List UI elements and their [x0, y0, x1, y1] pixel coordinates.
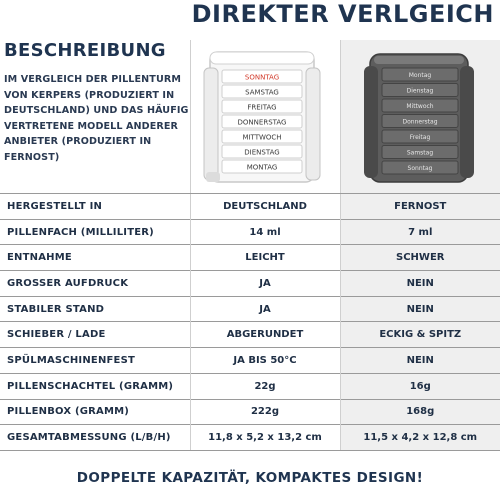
table-row: [0, 194, 500, 220]
row-label: GESAMTABMESSUNG (L/B/H): [0, 425, 190, 451]
competitor-value: 168g: [340, 399, 500, 425]
competitor-value: FERNOST: [340, 194, 500, 220]
kerpers-value: LEICHT: [190, 245, 340, 271]
white-drawer-label: MONTAG: [246, 163, 278, 172]
footer-slogan: DOPPELTE KAPAZITÄT, KOMPAKTES DESIGN!: [76, 470, 424, 486]
competitor-value: SCHWER: [340, 245, 500, 271]
white-drawer-label: SONNTAG: [244, 73, 280, 82]
row-label: ENTNAHME: [0, 245, 190, 271]
grey-drawer-label: Montag: [408, 72, 432, 79]
row-label: PILLENBOX (GRAMM): [0, 399, 190, 425]
grey-drawer-label: Dienstag: [406, 87, 434, 95]
table-row: [0, 219, 500, 245]
kerpers-value: 222g: [190, 399, 340, 425]
competitor-value: NEIN: [340, 296, 500, 322]
table-row: [0, 399, 500, 425]
white-drawer-label: DONNERSTAG: [237, 118, 287, 127]
kerpers-value: DEUTSCHLAND: [190, 194, 340, 220]
table-row: [0, 296, 500, 322]
comparison-table: [0, 193, 500, 451]
row-label: SCHIEBER / LADE: [0, 322, 190, 348]
table-row: [0, 322, 500, 348]
kerpers-value: JA BIS 50°C: [190, 348, 340, 374]
grey-drawer-label: Donnerstag: [402, 118, 438, 126]
table-row: [0, 425, 500, 451]
row-label: STABILER STAND: [0, 296, 190, 322]
row-label: SPÜLMASCHINENFEST: [0, 348, 190, 374]
grey-drawer-label: Mittwoch: [406, 103, 434, 110]
kerpers-value: 22g: [190, 373, 340, 399]
row-label: PILLENFACH (MILLILITER): [0, 219, 190, 245]
white-drawer-label: DIENSTAG: [244, 148, 280, 157]
competitor-value: NEIN: [340, 348, 500, 374]
grey-drawer-label: Freitag: [409, 134, 431, 141]
kerpers-value: 11,8 x 5,2 x 13,2 cm: [190, 425, 340, 451]
competitor-value: NEIN: [340, 271, 500, 297]
table-row: [0, 271, 500, 297]
kerpers-value: 14 ml: [190, 219, 340, 245]
table-row: [0, 373, 500, 399]
white-drawer-label: FREITAG: [247, 103, 277, 112]
grey-drawer-label: Sonntag: [407, 165, 433, 172]
table-row: [0, 245, 500, 271]
white-drawer-label: MITTWOCH: [242, 133, 282, 142]
white-drawer-label: SAMSTAG: [245, 88, 279, 97]
kerpers-value: JA: [190, 296, 340, 322]
competitor-value: ECKIG & SPITZ: [340, 322, 500, 348]
grey-pill-tower-image: [360, 50, 478, 186]
row-label: GROSSER AUFDRUCK: [0, 271, 190, 297]
kerpers-value: JA: [190, 271, 340, 297]
kerpers-value: ABGERUNDET: [190, 322, 340, 348]
description-text: IM VERGLEICH DER PILLENTURM VON KERPERS (PRODUZIERT IN DEUTSCHLAND) UND DAS HÄUFIG VERTRETENE MODELL ANDERER ANBIETER (PRODUZIERT IN FERNOST): [4, 74, 189, 163]
table-row: [0, 348, 500, 374]
page-title: DIREKTER VERLGEICH: [191, 0, 494, 28]
competitor-value: 16g: [340, 373, 500, 399]
white-pill-tower-image: [202, 48, 322, 188]
competitor-value: 11,5 x 4,2 x 12,8 cm: [340, 425, 500, 451]
row-label: PILLENSCHACHTEL (GRAMM): [0, 373, 190, 399]
grey-drawer-label: Samstag: [406, 149, 434, 157]
competitor-value: 7 ml: [340, 219, 500, 245]
description-heading: BESCHREIBUNG: [4, 40, 166, 61]
row-label: HERGESTELLT IN: [0, 194, 190, 220]
